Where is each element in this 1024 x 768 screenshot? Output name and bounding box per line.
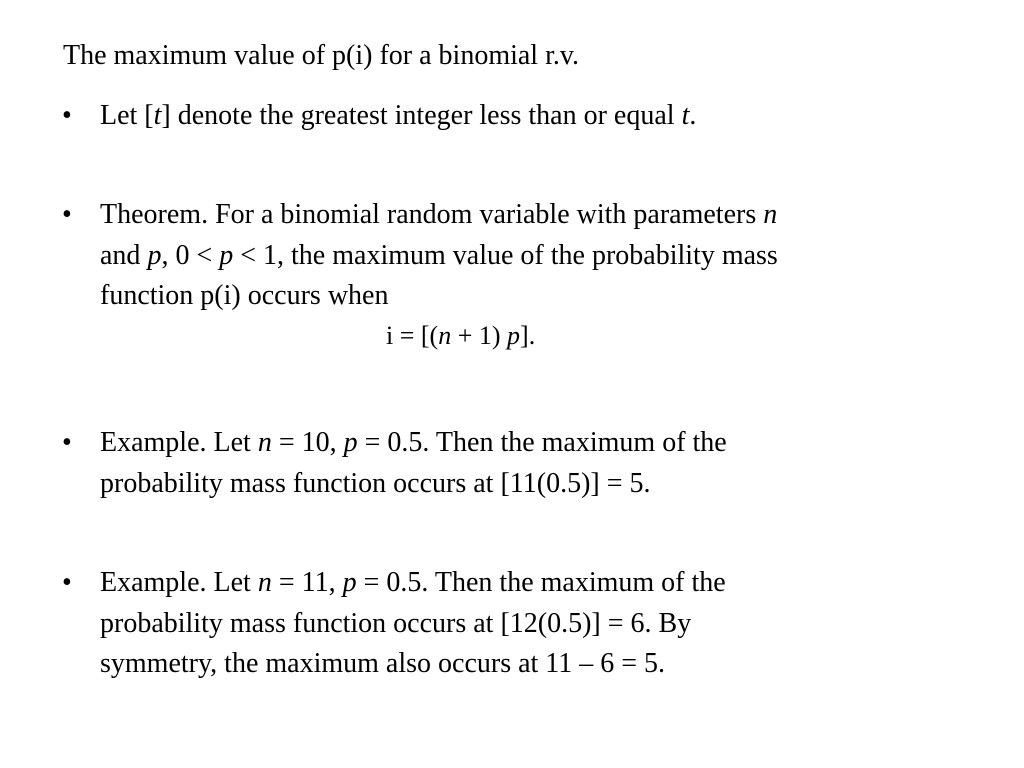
bullet-dot: • — [62, 199, 72, 230]
bullet-line — [100, 563, 960, 604]
text-run: Example. Let — [100, 427, 258, 458]
slide-title: The maximum value of p(i) for a binomial r.v. — [63, 40, 580, 71]
text-run: = 0.5. Then the maximum of the — [356, 567, 726, 598]
math-variable: n — [438, 321, 452, 350]
text-run: . — [689, 100, 697, 131]
bullet-line — [100, 423, 960, 464]
bullet-line — [100, 236, 960, 277]
math-variable: p — [342, 567, 357, 598]
math-variable: t — [153, 100, 162, 131]
bullet-dot: • — [62, 100, 72, 131]
formula-run: ]. — [520, 321, 536, 350]
math-variable: p — [147, 239, 162, 271]
text-run: probability mass function occurs at [11(0.5)] = 5. — [100, 467, 651, 499]
text-run: = 10, — [271, 427, 344, 458]
text-run: function p(i) occurs when — [100, 280, 389, 311]
bullet-text — [100, 96, 960, 137]
bullet-line — [100, 96, 960, 137]
math-variable: t — [681, 100, 690, 131]
formula-run: i = [( — [386, 321, 439, 350]
text-run: symmetry, the maximum also occurs at 11 – 6 = 5. — [100, 648, 666, 679]
bullet-dot: • — [62, 427, 72, 458]
bullet-text — [100, 563, 960, 685]
bullet-dot: • — [62, 567, 72, 598]
math-variable: n — [257, 427, 272, 458]
formula-run: + 1) — [451, 321, 508, 350]
text-run: and — [100, 239, 148, 271]
bullet-text — [100, 195, 960, 317]
math-variable: p — [343, 427, 358, 458]
text-run: , 0 < — [161, 239, 220, 271]
bullet-text — [100, 423, 960, 504]
text-run: Example. Let — [100, 567, 258, 598]
math-variable: n — [257, 567, 272, 598]
bullet-line — [100, 604, 960, 645]
math-variable: p — [219, 239, 234, 271]
text-run: Theorem. For a binomial random variable with parameters — [100, 199, 764, 230]
text-run: Let [ — [100, 100, 154, 131]
theorem-formula — [386, 319, 535, 353]
bullet-line — [100, 644, 960, 685]
bullet-line — [100, 464, 960, 505]
text-run: probability mass function occurs at [12(0.5)] = 6. By — [100, 607, 692, 639]
text-run: = 11, — [271, 567, 343, 598]
text-run: < 1, the maximum value of the probability mass — [233, 239, 778, 271]
bullet-line — [100, 195, 960, 236]
text-run: ] denote the greatest integer less than or equal — [161, 100, 682, 131]
math-variable: n — [763, 199, 778, 230]
bullet-line — [100, 276, 960, 317]
text-run: = 0.5. Then the maximum of the — [357, 427, 727, 458]
math-variable: p — [507, 321, 521, 350]
